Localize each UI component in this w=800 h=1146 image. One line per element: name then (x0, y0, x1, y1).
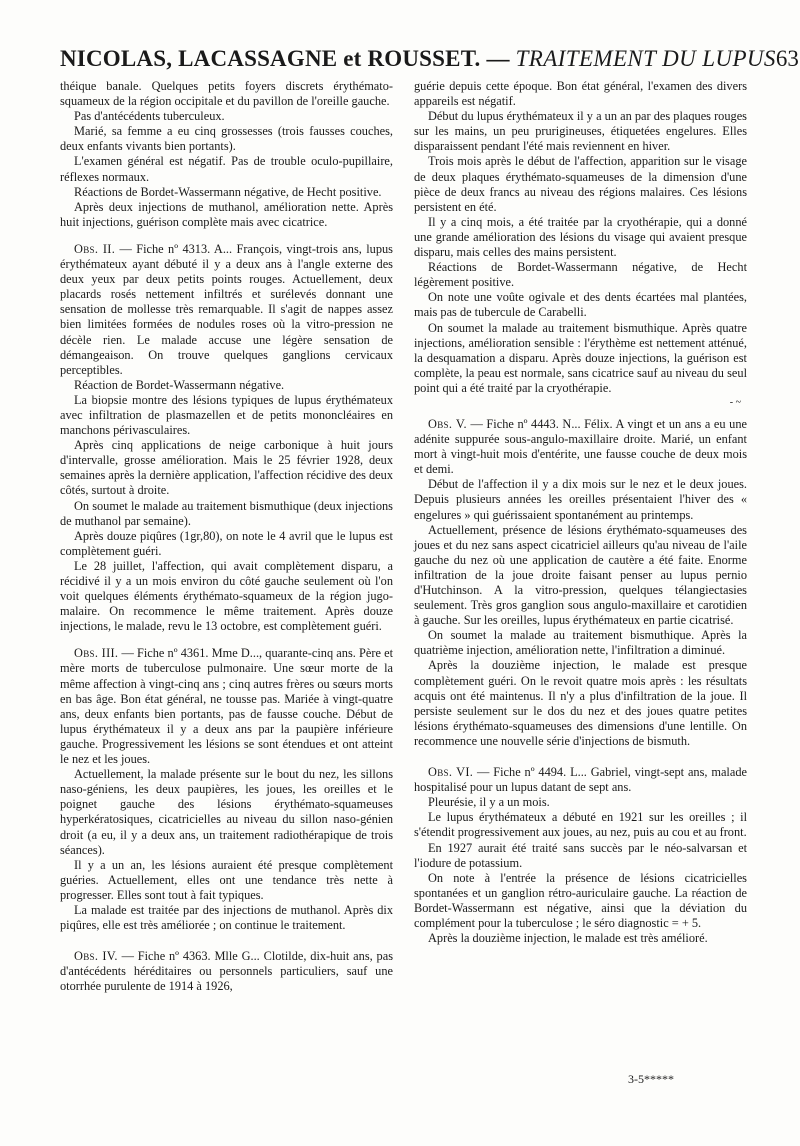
body-paragraph (60, 499, 393, 529)
body-paragraph (414, 841, 747, 871)
section-divider-mark: - ~ (729, 396, 741, 408)
body-paragraph (414, 871, 747, 931)
paragraph-text: Réaction de Bordet-Wassermann négative. (74, 377, 285, 392)
paragraph-text: Trois mois après le début de l'affection, apparition sur le visage de deux plaques érythémato-squameuses de la dimension d'une pièce de deux francs au niveau des régions malaires. Ces lésions persistent en été. (414, 154, 747, 214)
body-paragraph (60, 200, 393, 230)
body-paragraph (60, 858, 393, 903)
observation-heading-paragraph (414, 765, 747, 795)
body-paragraph (414, 931, 747, 946)
paragraph-text: Pas d'antécédents tuberculeux. (74, 109, 225, 124)
paragraph-text: On note une voûte ogivale et des dents écartées mal plantées, mais pas de tubercule de Carabelli. (414, 290, 747, 320)
paragraph-text: Marié, sa femme a eu cinq grossesses (trois fausses couches, deux enfants vivants bien portants). (60, 124, 393, 154)
paragraph-text: Après la douzième injection, le malade est presque complètement guéri. On le revoit quatre mois après : les résultats acquis ont été maintenus. Il n'y a plus d'infiltration de la joue. Il persiste seulement sur le dos du nez et des joues quatre petites lésions érythémato-squameuses des dimensions d'une lentille. On recommence une nouvelle série d'injections de bismuth. (414, 658, 747, 748)
observation-heading-paragraph (60, 646, 393, 767)
paragraph-text: — Fiche nº 4363. Mlle G... Clotilde, dix-huit ans, pas d'antécédents héréditaires ou personnels particuliers, sauf une otorrhée purulente de 1914 à 1926, (60, 949, 394, 994)
body-paragraph (60, 559, 393, 634)
header-authors: NICOLAS, LACASSAGNE et ROUSSET. (60, 46, 481, 71)
observation-heading-paragraph (60, 242, 393, 378)
observation-heading-paragraph (60, 949, 393, 994)
paragraph-text: — Fiche nº 4313. A... François, vingt-trois ans, lupus érythémateux ayant débuté il y a deux ans à l'angle externe des deux yeux par deux petits points rouges. Actuellement, deux placards rosés nettement infiltrés et surélevés donnant une sensation de mollesse très remarquable. Il s'agit de nappes assez bien limitées formées de nodules roses où la vitro-pression ne décèle rien. Le malade accuse une légère sensation de démangeaison. On trouve quelques ganglions cervicaux perceptibles. (60, 241, 393, 377)
paragraph-text: Après douze piqûres (1gr,80), on note le 4 avril que le lupus est complètement guéri. (60, 528, 393, 558)
running-title (60, 45, 776, 73)
body-paragraph (414, 290, 747, 320)
paragraph-text: Actuellement, présence de lésions érythémato-squameuses des joues et du nez sans aspect cicatriciel ailleurs qu'au niveau de l'aile gauche du nez où une application de cautère a été faite. Enorme infiltration de la joue droite faisant penser au lupus pernio d'Hutchinson. A la vitro-pression, quelques télangiectasies seulement. Très gros ganglion sous angulo-maxillaire et carotidien à gauche. Sur les oreilles, lupus érythémateux en partie cicatrisé. (414, 522, 747, 628)
body-paragraph (60, 79, 393, 109)
paragraph-text: La biopsie montre des lésions typiques de lupus érythémateux avec infiltration de plasmazellen et de petits mononcléaires en manchons périvasculaires. (60, 392, 393, 438)
observation-label: Obs. II. (74, 241, 116, 256)
paragraph-text: On soumet le malade au traitement bismuthique (deux injections de muthanol par semaine). (60, 498, 393, 528)
page-number: 63 (775, 46, 799, 71)
body-paragraph (414, 79, 747, 109)
body-paragraph (414, 154, 747, 214)
observation-label: Obs. IV. (74, 949, 118, 964)
paragraph-text: Le lupus érythémateux a débuté en 1921 sur les oreilles ; il s'étendit progressivement aux joues, au nez, puis au cou et au front. (414, 810, 747, 840)
header-dash: — (486, 46, 510, 71)
body-paragraph (60, 109, 393, 124)
body-paragraph (60, 124, 393, 154)
header-title: TRAITEMENT DU LUPUS (515, 46, 776, 71)
body-paragraph (60, 767, 393, 858)
paragraph-text: Le 28 juillet, l'affection, qui avait complètement disparu, a récidivé il y a un mois environ du côté gauche seulement où l'on voit quelques éléments érythémato-squameux de la région jugo-malaire. On recommence le même traitement. Après douze injections, le malade, revu le 13 octobre, est complètement guéri. (60, 558, 393, 634)
body-paragraph (414, 523, 747, 629)
paragraph-text: Après la douzième injection, le malade est très amélioré. (428, 931, 708, 946)
observation-heading-paragraph (414, 417, 747, 477)
paragraph-text: On soumet la malade au traitement bismuthique. Après la quatrième injection, amélioration nette, l'infiltration a diminué. (414, 628, 747, 658)
paragraph-text: guérie depuis cette époque. Bon état général, l'examen des divers appareils est négatif. (414, 79, 747, 109)
paragraph-text: Après cinq applications de neige carbonique à huit jours d'intervalle, grosse amélioration. Mais le 25 février 1928, deux semaines après la dernière application, l'affection récidive des deux côtés, surtout à droite. (60, 438, 393, 498)
paragraph-text: Réactions de Bordet-Wassermann négative, de Hecht positive. (74, 184, 382, 199)
printer-signature: 3-5***** (628, 1072, 674, 1086)
observation-label: Obs. VI. (428, 765, 474, 780)
body-paragraph (60, 378, 393, 393)
paragraph-text: La malade est traitée par des injections de muthanol. Après dix piqûres, elle est très améliorée ; on continue le traitement. (60, 902, 393, 933)
paragraph-text: Début de l'affection il y a dix mois sur le nez et le deux joues. Depuis plusieurs années les oreilles présentaient l'hiver des « engelures » qui guérissaient spontanément au printemps. (414, 477, 747, 522)
paragraph-text: Pleurésie, il y a un mois. (428, 795, 550, 810)
body-paragraph (414, 260, 747, 290)
paragraph-text: — Fiche nº 4361. Mme D..., quarante-cinq ans. Père et mère morts de tuberculose pulmonaire. Une sœur morte de la même affection à vingt-cinq ans ; cinq autres frères ou sœurs morts en bas âge. Bon état général, ne tousse pas. Mariée à vingt-quatre ans, deux enfants bien portants, pas de fausse couche. Début de lupus érythémateux il y a deux ans par la paupière inférieure gauche. Progressivement les lésions se sont étendues et ont atteint le nez et les joues. (60, 646, 393, 767)
running-header (60, 45, 799, 73)
paragraph-text: Il y a cinq mois, a été traitée par la cryothérapie, qui a donné une grande amélioration des lésions du visage qui avaient presque disparu, mais celles des mains persistent. (414, 214, 747, 260)
right-column (414, 79, 747, 946)
paragraph-text: — Fiche nº 4443. N... Félix. A vingt et un ans a eu une adénite suppurée sous-angulo-maxillaire droite. Marié, un enfant mort à vingt-huit mois d'entérite, une fausse couche de deux mois et demi. (414, 416, 747, 477)
paragraph-text: En 1927 aurait été traité sans succès par le néo-salvarsan et l'iodure de potassium. (414, 840, 747, 870)
paragraph-text: Après deux injections de muthanol, amélioration nette. Après huit injections, guérison complète mais avec cicatrice. (60, 199, 393, 229)
paragraph-text: théique banale. Quelques petits foyers discrets érythémato-squameux de la région occipitale et du pavillon de l'oreille gauche. (60, 79, 393, 109)
body-paragraph (60, 903, 393, 933)
body-paragraph (60, 185, 393, 200)
observation-label: Obs. III. (74, 646, 119, 661)
body-paragraph (414, 321, 747, 396)
paragraph-text: On note à l'entrée la présence de lésions cicatricielles spontanées et un ganglion rétro-auriculaire gauche. La réaction de Bordet-Wassermann est négative, ainsi que la déviation du complément pour la tuberculose ; le séro diagnostic = + 5. (414, 870, 747, 930)
paragraph-text: On soumet la malade au traitement bismuthique. Après quatre injections, amélioration sensible : l'érythème est nettement atténué, la desquamation a disparu. Après douze injections, la guérison est complète, la peau est normale, sans cicatrice sauf au niveau du seul point qui a été traité par la cryothérapie. (414, 320, 747, 395)
body-paragraph (60, 438, 393, 498)
paragraph-text: L'examen général est négatif. Pas de trouble oculo-pupillaire, réflexes normaux. (60, 154, 393, 184)
body-paragraph (414, 628, 747, 658)
observation-label: Obs. V. (428, 416, 467, 431)
paragraph-text: — Fiche nº 4494. L... Gabriel, vingt-sept ans, malade hospitalisé pour un lupus datant de sept ans. (414, 765, 747, 795)
paragraph-text: Début du lupus érythémateux il y a un an par des plaques rouges sur les mains, un peu prurigineuses, étiquetées engelures. Elles disparaissent pendant l'été mais reviennent en hiver. (414, 109, 747, 154)
body-paragraph (60, 393, 393, 438)
left-column (60, 79, 393, 994)
paragraph-text: Il y a un an, les lésions auraient été presque complètement guéries. Actuellement, elles ont une tendance très nette à progresser. Elles sont tout à fait typiques. (60, 857, 393, 902)
body-paragraph (414, 810, 747, 840)
body-paragraph (414, 795, 747, 810)
paragraph-text: Réactions de Bordet-Wassermann négative, de Hecht légèrement positive. (414, 260, 747, 290)
body-paragraph (414, 109, 747, 154)
body-paragraph (60, 529, 393, 559)
body-paragraph (414, 658, 747, 749)
body-paragraph (414, 215, 747, 260)
body-paragraph (60, 154, 393, 184)
paragraph-text: Actuellement, la malade présente sur le bout du nez, les sillons naso-géniens, les deux paupières, les joues, les oreilles et le poignet gauche des lésions érythémato-squameuses hyperkératosiques, cicatricielles au niveau du sillon naso-génien droit (a eu, il y a deux ans, un traitement radiothérapique de trois séances). (60, 767, 393, 857)
body-paragraph (414, 477, 747, 522)
